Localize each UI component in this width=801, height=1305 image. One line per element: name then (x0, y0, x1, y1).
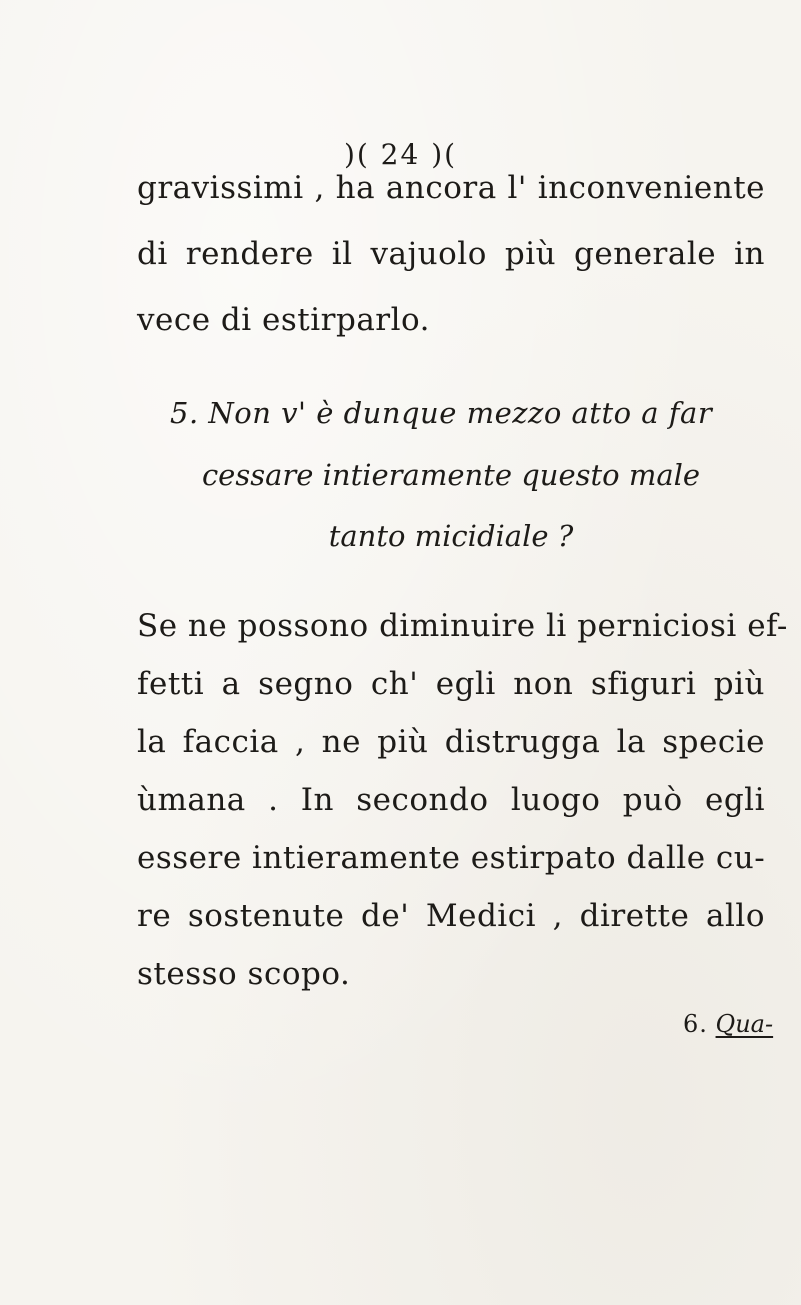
intro-line-3: vece di estirparlo. (137, 302, 431, 338)
intro-line-1: gravissimi , ha ancora l' inconveniente (137, 170, 765, 206)
catchword (683, 1010, 773, 1038)
main-line-4: ùmana . In secondo luogo può egli (137, 782, 765, 818)
catchword-number: 6. (683, 1010, 708, 1038)
main-line-1: Se ne possono diminuire li perniciosi ef- (137, 608, 788, 644)
main-line-5: essere intieramente estirpato dalle cu- (137, 840, 766, 876)
main-line-2: fetti a segno ch' egli non sfiguri più (137, 666, 765, 702)
catchword-text: Qua- (715, 1010, 774, 1038)
main-line-3: la faccia , ne più distrugga la specie (137, 724, 765, 760)
section-heading-line-2: cessare intieramente questo male (201, 458, 701, 492)
page-number-header: )( 24 )( (343, 138, 458, 171)
section-heading-line-1: 5. Non v' è dunque mezzo atto a far (170, 396, 713, 430)
section-heading-line-3: tanto micidiale ? (328, 519, 574, 553)
main-line-7: stesso scopo. (137, 956, 351, 992)
intro-line-2: di rendere il vajuolo più generale in (137, 236, 765, 272)
main-line-6: re sostenute de' Medici , dirette allo (137, 898, 765, 934)
